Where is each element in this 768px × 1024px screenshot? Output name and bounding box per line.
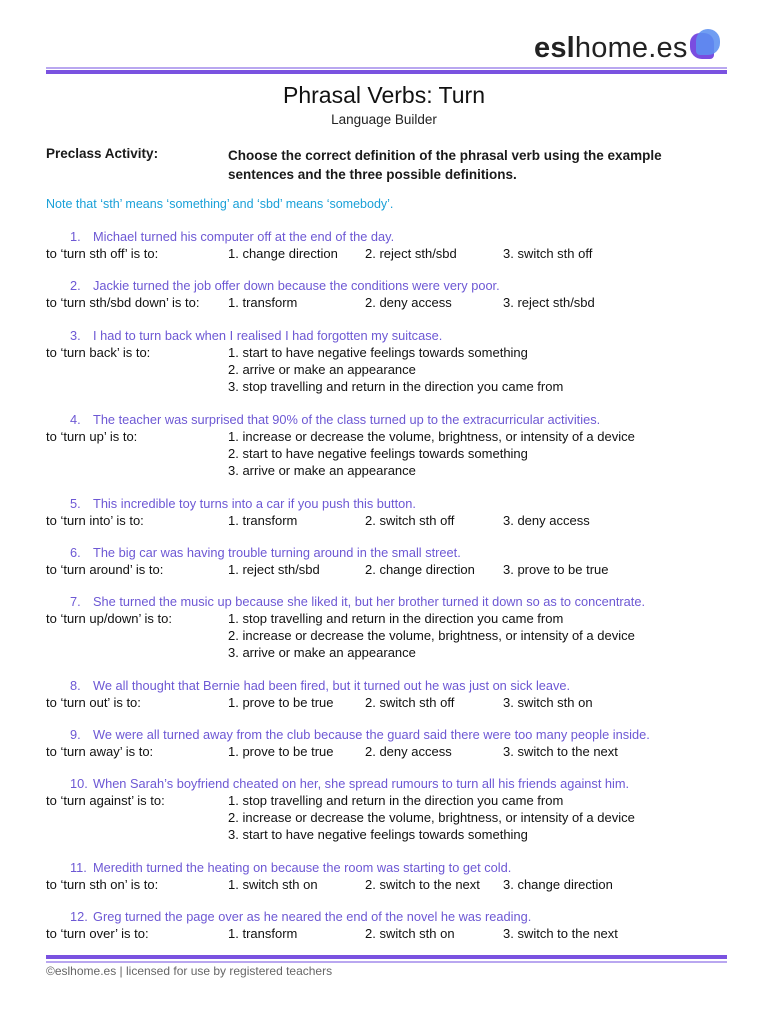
- question-number: 9.: [70, 727, 81, 742]
- example-sentence: This incredible toy turns into a car if you push this button.: [93, 496, 416, 511]
- example-sentence: We all thought that Bernie had been fired, but it turned out he was just on sick leave.: [93, 678, 571, 693]
- question-sentence: [70, 328, 442, 343]
- phrasal-verb-label: to ‘turn sth off’ is to:: [46, 246, 159, 261]
- phrasal-verb-label: to ‘turn up’ is to:: [46, 429, 138, 444]
- question-number: 10.: [70, 776, 88, 791]
- phrasal-verb-label: to ‘turn up/down’ is to:: [46, 611, 172, 626]
- brand-logo: [534, 30, 722, 66]
- question-sentence: [70, 545, 461, 560]
- definition-option[interactable]: 2. increase or decrease the volume, brightness, or intensity of a device: [228, 628, 635, 643]
- question-number: 2.: [70, 278, 81, 293]
- question-number: 5.: [70, 496, 81, 511]
- brand-wordmark: eslhome.es: [534, 31, 688, 64]
- footer-divider: [46, 961, 727, 963]
- example-sentence: Michael turned his computer off at the end of the day.: [93, 229, 395, 244]
- phrasal-verb-label: to ‘turn against’ is to:: [46, 793, 165, 808]
- question-sentence: [70, 909, 531, 924]
- question-sentence: [70, 496, 416, 511]
- definition-option[interactable]: 2. switch sth on: [365, 926, 455, 941]
- example-sentence: The big car was having trouble turning around in the small street.: [93, 545, 461, 560]
- definition-option[interactable]: 3. prove to be true: [503, 562, 609, 577]
- definition-option[interactable]: 3. change direction: [503, 877, 613, 892]
- example-sentence: I had to turn back when I realised I had forgotten my suitcase.: [93, 328, 443, 343]
- preclass-label: Preclass Activity:: [46, 146, 159, 161]
- definition-option[interactable]: 2. deny access: [365, 295, 452, 310]
- page-subtitle: Language Builder: [331, 112, 437, 127]
- phrasal-verb-label: to ‘turn back’ is to:: [46, 345, 151, 360]
- definition-option[interactable]: 3. start to have negative feelings towards something: [228, 827, 528, 842]
- definition-option[interactable]: 1. stop travelling and return in the direction you came from: [228, 793, 564, 808]
- question-sentence: [70, 412, 600, 427]
- example-sentence: Greg turned the page over as he neared the end of the novel he was reading.: [93, 909, 532, 924]
- definition-option[interactable]: 2. increase or decrease the volume, brightness, or intensity of a device: [228, 810, 635, 825]
- phrasal-verb-label: to ‘turn out’ is to:: [46, 695, 141, 710]
- question-number: 6.: [70, 545, 81, 560]
- phrasal-verb-label: to ‘turn into’ is to:: [46, 513, 144, 528]
- question-sentence: [70, 278, 500, 293]
- definition-option[interactable]: 3. switch to the next: [503, 744, 618, 759]
- definition-option[interactable]: 1. start to have negative feelings towards something: [228, 345, 528, 360]
- phrasal-verb-label: to ‘turn sth on’ is to:: [46, 877, 159, 892]
- question-sentence: [70, 594, 645, 609]
- definition-option[interactable]: 3. stop travelling and return in the direction you came from: [228, 379, 564, 394]
- question-number: 11.: [70, 860, 87, 875]
- definition-option[interactable]: 1. prove to be true: [228, 695, 334, 710]
- abbreviation-note: Note that ‘sth’ means ‘something’ and ‘sbd’ means ‘somebody’.: [46, 197, 394, 211]
- definition-option[interactable]: 3. switch sth on: [503, 695, 593, 710]
- question-number: 7.: [70, 594, 81, 609]
- definition-option[interactable]: 1. increase or decrease the volume, brightness, or intensity of a device: [228, 429, 635, 444]
- example-sentence: We were all turned away from the club because the guard said there were too many people inside.: [93, 727, 650, 742]
- footer-license: ©eslhome.es | licensed for use by registered teachers: [46, 964, 333, 978]
- definition-option[interactable]: 1. transform: [228, 295, 298, 310]
- definition-option[interactable]: 2. change direction: [365, 562, 475, 577]
- example-sentence: When Sarah’s boyfriend cheated on her, she spread rumours to turn all his friends against him.: [93, 776, 630, 791]
- question-number: 3.: [70, 328, 81, 343]
- question-number: 4.: [70, 412, 81, 427]
- page-title: Phrasal Verbs: Turn: [283, 82, 485, 108]
- definition-option[interactable]: 1. switch sth on: [228, 877, 318, 892]
- definition-option[interactable]: 1. transform: [228, 513, 298, 528]
- example-sentence: The teacher was surprised that 90% of the class turned up to the extracurricular activities.: [93, 412, 601, 427]
- example-sentence: Jackie turned the job offer down because the conditions were very poor.: [93, 278, 500, 293]
- question-number: 1.: [70, 229, 81, 244]
- question-sentence: [70, 727, 650, 742]
- phrasal-verb-label: to ‘turn over’ is to:: [46, 926, 149, 941]
- definition-option[interactable]: 1. prove to be true: [228, 744, 334, 759]
- definition-option[interactable]: 2. reject sth/sbd: [365, 246, 457, 261]
- header-divider-bold: [46, 70, 727, 74]
- definition-option[interactable]: 2. arrive or make an appearance: [228, 362, 416, 377]
- question-sentence: [70, 776, 629, 791]
- phrasal-verb-label: to ‘turn away’ is to:: [46, 744, 154, 759]
- definition-option[interactable]: 3. switch to the next: [503, 926, 618, 941]
- question-number: 12.: [70, 909, 88, 924]
- definition-option[interactable]: 2. switch sth off: [365, 695, 455, 710]
- phrasal-verb-label: to ‘turn around’ is to:: [46, 562, 164, 577]
- definition-option[interactable]: 3. reject sth/sbd: [503, 295, 595, 310]
- definition-option[interactable]: 3. arrive or make an appearance: [228, 463, 416, 478]
- question-number: 8.: [70, 678, 81, 693]
- example-sentence: She turned the music up because she liked it, but her brother turned it down so as to concentrate.: [93, 594, 646, 609]
- definition-option[interactable]: 2. switch sth off: [365, 513, 455, 528]
- phrasal-verb-label: to ‘turn sth/sbd down’ is to:: [46, 295, 200, 310]
- speech-bubble-icon: [690, 29, 722, 61]
- question-sentence: [70, 860, 511, 875]
- definition-option[interactable]: 3. deny access: [503, 513, 590, 528]
- definition-option[interactable]: 3. switch sth off: [503, 246, 593, 261]
- preclass-instructions: Choose the correct definition of the phrasal verb using the example sentences and the three possible definitions.: [228, 148, 662, 182]
- question-sentence: [70, 678, 570, 693]
- definition-option[interactable]: 2. start to have negative feelings towards something: [228, 446, 528, 461]
- definition-option[interactable]: 3. arrive or make an appearance: [228, 645, 416, 660]
- definition-option[interactable]: 1. change direction: [228, 246, 338, 261]
- footer-divider-bold: [46, 955, 727, 959]
- header-divider: [46, 67, 727, 69]
- definition-option[interactable]: 1. stop travelling and return in the direction you came from: [228, 611, 564, 626]
- definition-option[interactable]: 1. reject sth/sbd: [228, 562, 320, 577]
- definition-option[interactable]: 2. switch to the next: [365, 877, 480, 892]
- definition-option[interactable]: 1. transform: [228, 926, 298, 941]
- definition-option[interactable]: 2. deny access: [365, 744, 452, 759]
- example-sentence: Meredith turned the heating on because the room was starting to get cold.: [93, 860, 512, 875]
- question-sentence: [70, 229, 394, 244]
